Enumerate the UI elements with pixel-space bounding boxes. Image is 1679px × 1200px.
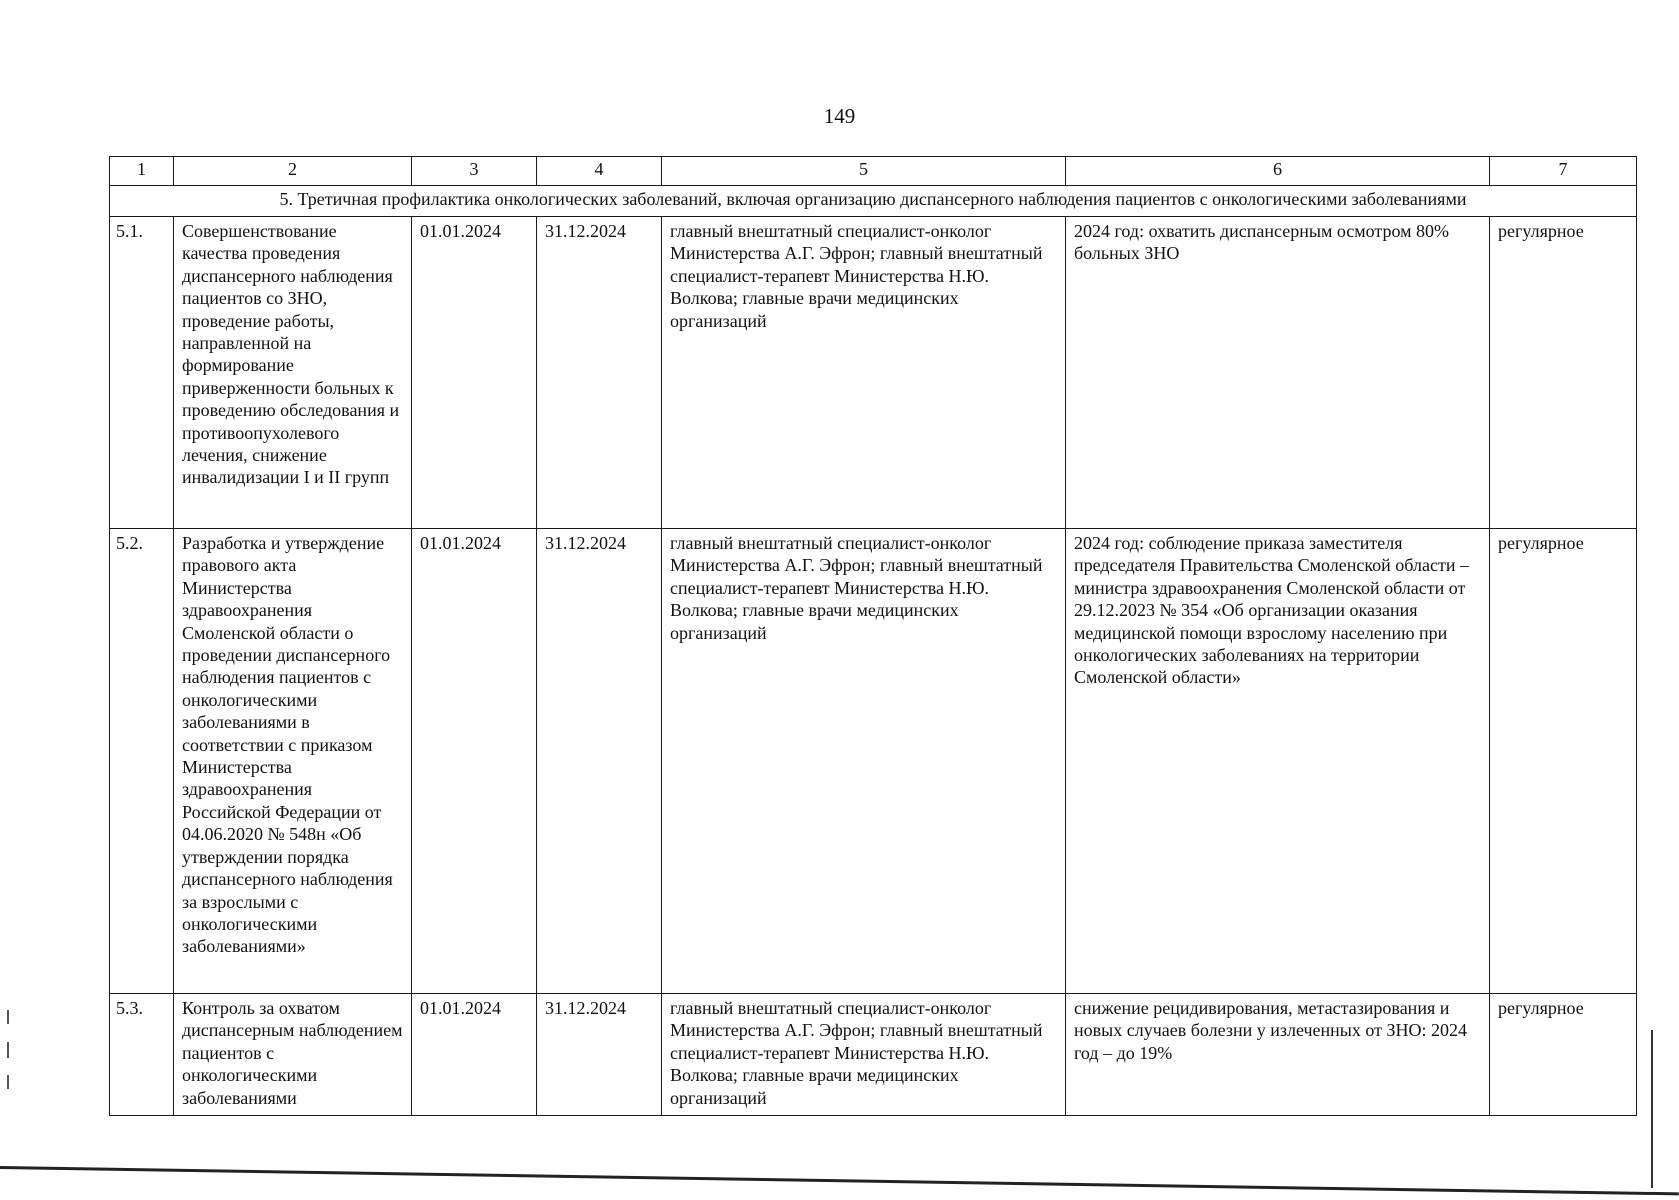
section-row — [110, 186, 1637, 217]
column-number: 3 — [412, 157, 537, 186]
frequency: регулярное — [1490, 529, 1637, 994]
activity-name: Контроль за охватом диспансерным наблюдением пациентов с онкологическими заболеваниями — [174, 994, 412, 1116]
frequency: регулярное — [1490, 994, 1637, 1116]
scan-edge-mark — [1651, 1030, 1653, 1188]
activity-name: Разработка и утверждение правового акта Министерства здравоохранения Смоленской области о проведении диспансерного наблюдения пациентов с онкологическими заболеваниями в соответствии с приказом Министерства здравоохранения Российской Федерации от 04.06.2020 № 548н «Об утверждении порядка диспансерного наблюдения за взрослыми с онкологическими заболеваниями» — [174, 529, 412, 994]
column-number: 4 — [537, 157, 662, 186]
scan-edge-line — [0, 1166, 1679, 1195]
expected-result: снижение рецидивирования, метастазирования и новых случаев болезни у излеченных от ЗНО: 2024 год – до 19% — [1066, 994, 1490, 1116]
section-title: 5. Третичная профилактика онкологических заболеваний, включая организацию диспансерного наблюдения пациентов с онкологическими заболеваниями — [110, 186, 1637, 217]
plan-table — [109, 156, 1637, 1116]
activity-name: Совершенствование качества проведения диспансерного наблюдения пациентов со ЗНО, проведение работы, направленной на формирование приверженности больных к проведению обследования и противоопухолевого лечения, снижение инвалидизации I и II групп — [174, 217, 412, 529]
responsible: главный внештатный специалист-онколог Министерства А.Г. Эфрон; главный внештатный специалист-терапевт Министерства Н.Ю. Волкова; главные врачи медицинских организаций — [662, 529, 1066, 994]
start-date: 01.01.2024 — [412, 994, 537, 1116]
scan-edge-mark — [7, 1042, 9, 1058]
start-date: 01.01.2024 — [412, 529, 537, 994]
row-number: 5.1. — [110, 217, 174, 529]
scan-edge-mark — [7, 1075, 9, 1089]
table-row — [110, 994, 1637, 1116]
table-row — [110, 529, 1637, 994]
column-number: 1 — [110, 157, 174, 186]
column-number: 2 — [174, 157, 412, 186]
expected-result: 2024 год: соблюдение приказа заместителя председателя Правительства Смоленской области – министра здравоохранения Смоленской области от 29.12.2023 № 354 «Об организации оказания медицинской помощи взрослому населению при онкологических заболеваниях на территории Смоленской области» — [1066, 529, 1490, 994]
row-number: 5.3. — [110, 994, 174, 1116]
expected-result: 2024 год: охватить диспансерным осмотром 80% больных ЗНО — [1066, 217, 1490, 529]
end-date: 31.12.2024 — [537, 217, 662, 529]
end-date: 31.12.2024 — [537, 529, 662, 994]
responsible: главный внештатный специалист-онколог Министерства А.Г. Эфрон; главный внештатный специалист-терапевт Министерства Н.Ю. Волкова; главные врачи медицинских организаций — [662, 994, 1066, 1116]
page-number: 149 — [823, 104, 856, 128]
row-number: 5.2. — [110, 529, 174, 994]
frequency: регулярное — [1490, 217, 1637, 529]
end-date: 31.12.2024 — [537, 994, 662, 1116]
column-number: 7 — [1490, 157, 1637, 186]
column-number: 6 — [1066, 157, 1490, 186]
responsible: главный внештатный специалист-онколог Министерства А.Г. Эфрон; главный внештатный специалист-терапевт Министерства Н.Ю. Волкова; главные врачи медицинских организаций — [662, 217, 1066, 529]
column-number-row — [110, 157, 1637, 186]
column-number: 5 — [662, 157, 1066, 186]
scan-edge-mark — [7, 1010, 9, 1024]
start-date: 01.01.2024 — [412, 217, 537, 529]
table-row — [110, 217, 1637, 529]
